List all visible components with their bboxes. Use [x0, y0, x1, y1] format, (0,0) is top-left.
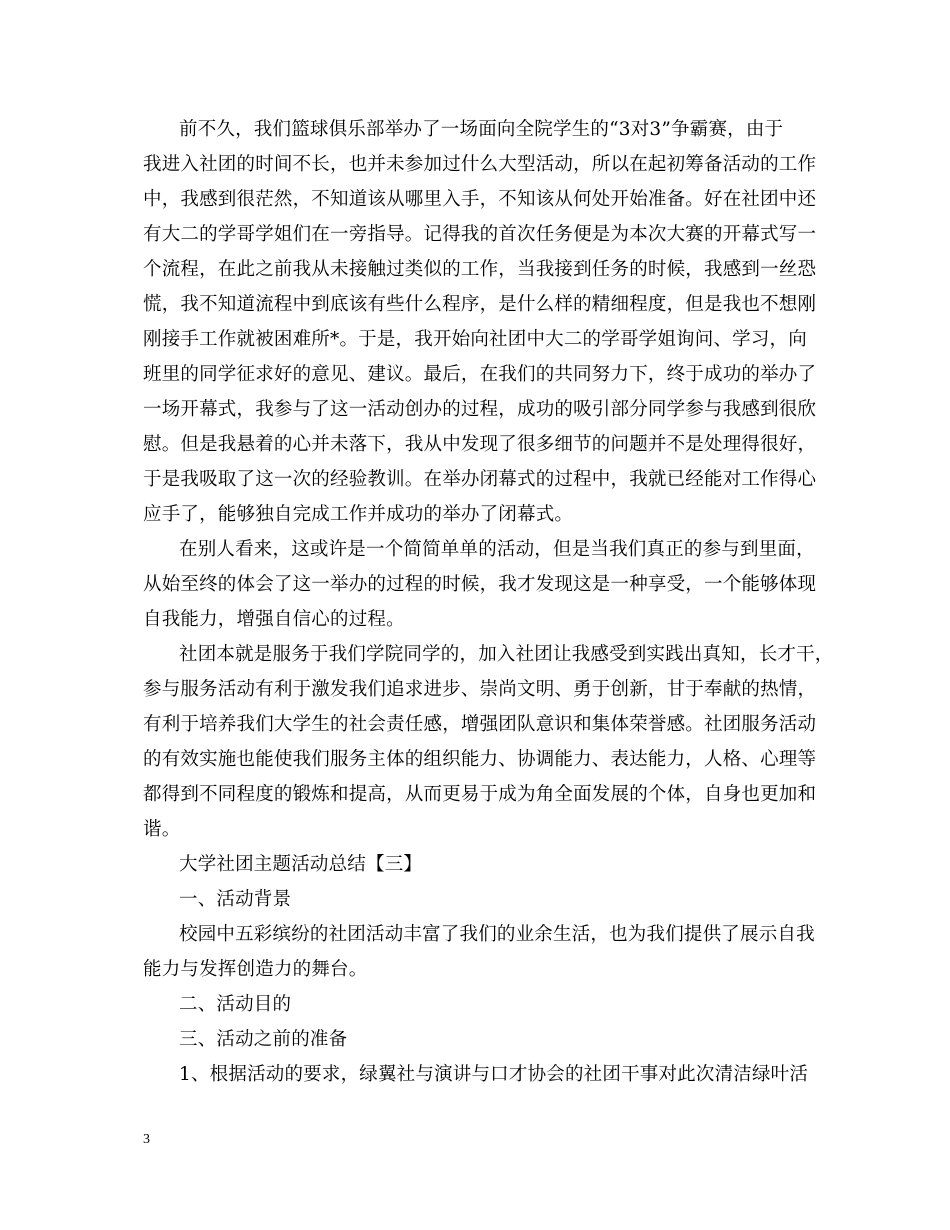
section-heading: 大学社团主题活动总结【三】 [179, 854, 423, 875]
paragraph-line: 校园中五彩缤纷的社团活动丰富了我们的业余生活，也为我们提供了展示自我 [179, 924, 815, 945]
paragraph-line: 有利于培养我们大学生的社会责任感，增强团队意识和集体荣誉感。社团服务活动 [143, 714, 817, 735]
paragraph-line: 刚接手工作就被困难所*。于是，我开始向社团中大二的学哥学姐询问、学习，向 [143, 329, 807, 350]
paragraph-line: 前不久，我们篮球俱乐部举办了一场面向全院学生的“3对3”争霸赛，由于 [179, 119, 784, 140]
paragraph-line: 都得到不同程度的锻炼和提高，从而更易于成为角全面发展的个体，自身也更加和 [143, 784, 817, 805]
paragraph-line: 有大二的学哥学姐们在一旁指导。记得我的首次任务便是为本次大赛的开幕式写一 [143, 224, 817, 245]
paragraph-line: 个流程，在此之前我从未接触过类似的工作，当我接到任务的时候，我感到一丝恐 [143, 259, 817, 280]
paragraph-line: 谐。 [143, 819, 181, 840]
page-number: 3 [143, 1132, 150, 1147]
paragraph-line: 慌，我不知道流程中到底该有些什么程序，是什么样的精细程度，但是我也不想刚 [143, 294, 817, 315]
paragraph-line: 自我能力，增强自信心的过程。 [143, 609, 405, 630]
paragraph-line: 的有效实施也能使我们服务主体的组织能力、协调能力、表达能力，人格、心理等 [143, 749, 817, 770]
subheading: 二、活动目的 [179, 994, 292, 1015]
subheading: 一、活动背景 [179, 889, 292, 910]
paragraph-line: 中，我感到很茫然，不知道该从哪里入手，不知该从何处开始准备。好在社团中还 [143, 189, 817, 210]
paragraph-line: 我进入社团的时间不长，也并未参加过什么大型活动，所以在起初筹备活动的工作 [143, 154, 817, 175]
paragraph-line: 1、根据活动的要求，绿翼社与演讲与口才协会的社团干事对此次清洁绿叶活 [179, 1064, 809, 1085]
paragraph-line: 班里的同学征求好的意见、建议。最后，在我们的共同努力下，终于成功的举办了 [143, 364, 817, 385]
paragraph-line: 慰。但是我悬着的心并未落下，我从中发现了很多细节的问题并不是处理得很好， [143, 434, 817, 455]
subheading: 三、活动之前的准备 [179, 1029, 348, 1050]
paragraph-line: 社团本就是服务于我们学院同学的，加入社团让我感受到实践出真知，长才干， [179, 644, 834, 665]
paragraph-line: 于是我吸取了这一次的经验教训。在举办闭幕式的过程中，我就已经能对工作得心 [143, 469, 817, 490]
paragraph-line: 在别人看来，这或许是一个简简单单的活动，但是当我们真正的参与到里面， [179, 539, 815, 560]
paragraph-line: 一场开幕式，我参与了这一活动创办的过程，成功的吸引部分同学参与我感到很欣 [143, 399, 817, 420]
paragraph-line: 应手了，能够独自完成工作并成功的举办了闭幕式。 [143, 504, 574, 525]
paragraph-line: 从始至终的体会了这一举办的过程的时候，我才发现这是一种享受，一个能够体现 [143, 574, 817, 595]
paragraph-line: 能力与发挥创造力的舞台。 [143, 959, 368, 980]
paragraph-line: 参与服务活动有利于激发我们追求进步、崇尚文明、勇于创新，甘于奉献的热情， [143, 679, 817, 700]
